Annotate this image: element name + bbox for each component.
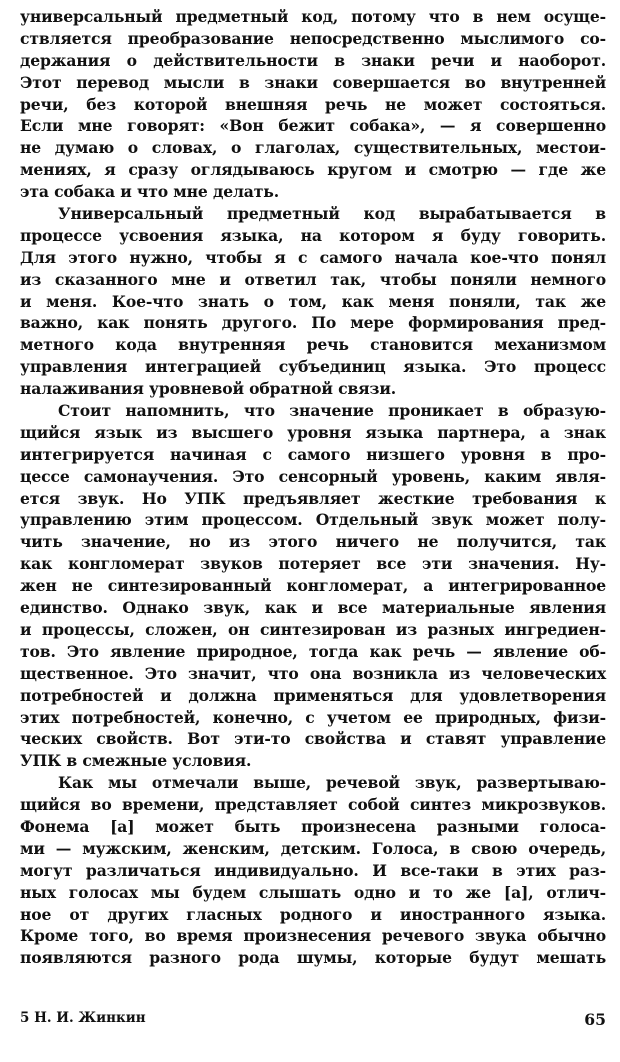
- text-line: щественное. Это значит, что она возникла из человеческих: [20, 663, 606, 683]
- text-line: ми — мужским, женским, детским. Голоса, в свою очередь,: [20, 838, 606, 858]
- text-line: управления интеграцией субъединиц языка. Это процесс: [20, 357, 606, 377]
- text-line: и меня. Кое-что знать о том, как меня поняли, так же: [20, 291, 606, 311]
- text-line: Как мы отмечали выше, речевой звук, развертываю-: [58, 773, 606, 793]
- text-line: этих потребностей, конечно, с учетом ее природных, физи-: [20, 707, 606, 727]
- text-line: потребностей и должна применяться для удовлетворения: [20, 685, 606, 705]
- text-line: универсальный предметный код, потому что в нем осуще-: [20, 7, 606, 26]
- text-line: как конгломерат звуков потеряет все эти значения. Ну-: [20, 554, 606, 574]
- page-footer: [20, 1010, 606, 1034]
- page-text: [20, 6, 606, 969]
- text-line: речи, без которой внешняя речь не может состояться.: [20, 94, 606, 114]
- text-line: ческих свойств. Вот эти-то свойства и ставят управление: [20, 729, 606, 749]
- text-line: ное от других гласных родного и иностранного языка.: [20, 904, 606, 924]
- paragraph: [20, 6, 606, 203]
- text-line: щийся язык из высшего уровня языка партнера, а знак: [20, 422, 606, 442]
- text-line: важно, как понять другого. По мере формирования пред-: [20, 313, 606, 333]
- text-line: мениях, я сразу оглядываюсь кругом и смотрю — где же: [20, 160, 606, 180]
- page-number: 65: [584, 1010, 606, 1029]
- text-line: появляются разного рода шумы, которые будут мешать: [20, 948, 606, 968]
- text-line: УПК в смежные условия.: [20, 751, 252, 771]
- text-line: управлению этим процессом. Отдельный звук может полу-: [20, 510, 606, 530]
- text-line: ется звук. Но УПК предъявляет жесткие требования к: [20, 488, 606, 508]
- paragraph: [20, 203, 606, 400]
- text-line: из сказанного мне и ответил так, чтобы поняли немного: [20, 269, 606, 289]
- text-line: держания о действительности в знаки речи и наоборот.: [20, 50, 606, 70]
- paragraph: [20, 772, 606, 969]
- text-line: Универсальный предметный код вырабатывается в: [58, 204, 606, 224]
- text-line: цессе самонаучения. Это сенсорный уровень, каким явля-: [20, 466, 606, 486]
- text-line: Фонема [а] может быть произнесена разными голоса-: [20, 816, 606, 836]
- text-line: щийся во времени, представляет собой синтез микрозвуков.: [20, 795, 606, 815]
- text-line: ных голосах мы будем слышать одно и то же [а], отлич-: [20, 882, 606, 902]
- text-line: и процессы, сложен, он синтезирован из разных ингредиен-: [20, 619, 606, 639]
- text-line: ствляется преобразование непосредственно мыслимого со-: [20, 28, 606, 48]
- text-line: интегрируется начиная с самого низшего уровня в про-: [20, 444, 606, 464]
- text-line: Стоит напомнить, что значение проникает в образую-: [58, 401, 606, 421]
- text-line: метного кода внутренняя речь становится механизмом: [20, 335, 606, 355]
- text-line: не думаю о словах, о глаголах, существительных, местои-: [20, 138, 606, 158]
- text-line: процессе усвоения языка, на котором я буду говорить.: [20, 225, 606, 245]
- text-line: тов. Это явление природное, тогда как речь — явление об-: [20, 641, 606, 661]
- text-line: могут различаться индивидуально. И все-таки в этих раз-: [20, 860, 606, 880]
- signature-mark: 5 Н. И. Жинкин: [20, 1010, 146, 1026]
- text-line: чить значение, но из этого ничего не получится, так: [20, 532, 606, 552]
- text-line: налаживания уровневой обратной связи.: [20, 379, 397, 399]
- paragraph: [20, 400, 606, 772]
- text-line: Для этого нужно, чтобы я с самого начала кое-что понял: [20, 247, 606, 267]
- text-line: жен не синтезированный конгломерат, а интегрированное: [20, 576, 606, 596]
- text-line: Этот перевод мысли в знаки совершается во внутренней: [20, 72, 606, 92]
- text-line: Если мне говорят: «Вон бежит собака», — я совершенно: [20, 116, 606, 136]
- text-line: Кроме того, во время произнесения речевого звука обычно: [20, 926, 606, 946]
- text-line: единство. Однако звук, как и все материальные явления: [20, 598, 606, 618]
- text-line: эта собака и что мне делать.: [20, 182, 279, 202]
